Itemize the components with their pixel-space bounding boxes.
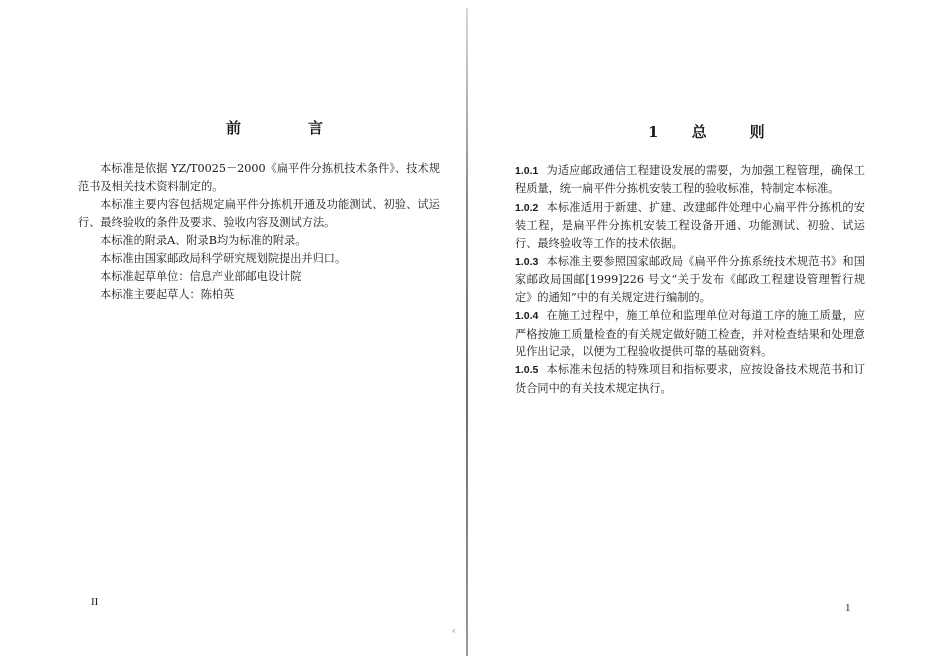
preface-paragraph: 本标准起草单位：信息产业部邮电设计院	[100, 270, 302, 283]
clause-number: 1.0.4	[515, 310, 539, 323]
preface-paragraph: 本标准由国家邮政局科学研究规划院提出并归口。	[100, 252, 347, 265]
preface-paragraph: 本标准主要内容包括规定扁平件分拣机开通及功能测试、初验、试运行、最终验收的条件及要求、验收内容及测试方法。	[78, 198, 440, 229]
preface-heading: 前 言	[226, 119, 350, 137]
clause	[515, 199, 865, 252]
preface-body	[78, 160, 440, 304]
left-page	[0, 0, 466, 662]
clause-number: 1.0.3	[515, 256, 539, 269]
left-page-number: II	[91, 596, 99, 608]
clause	[515, 361, 865, 397]
clause-text: 本标准适用于新建、扩建、改建邮件处理中心扁平件分拣机的安装工程，是扁平件分拣机安装工程设备开通、功能测试、初验、试运行、最终验收等工作的技术依据。	[515, 200, 865, 250]
clause-number: 1.0.5	[515, 364, 539, 377]
right-page	[470, 0, 936, 662]
gutter-mark: ‹	[452, 626, 456, 637]
preface-paragraph: 本标准的附录A、附录B均为标准的附录。	[100, 234, 307, 247]
clause-text: 本标准主要参照国家邮政局《扁平件分拣系统技术规范书》和国家邮政局国邮[1999]226 号文“关于发布《邮政工程建设管理暂行规定》的通知”中的有关规定进行编制的。	[515, 255, 865, 304]
clause-text: 在施工过程中，施工单位和监理单位对每道工序的施工质量，应严格按施工质量检查的有关规定做好随工检查，并对检查结果和处理意见作出记录，以便为工程验收提供可靠的基础资料。	[515, 309, 865, 359]
general-provisions-heading: 1 总 则	[648, 123, 779, 141]
clause	[515, 253, 865, 306]
right-page-number: 1	[845, 602, 851, 614]
clauses-body	[515, 162, 865, 398]
spine-gutter	[466, 8, 468, 656]
clause	[515, 162, 865, 198]
preface-paragraph: 本标准主要起草人：陈柏英	[100, 288, 235, 301]
clause-text: 本标准未包括的特殊项目和指标要求，应按设备技术规范书和订货合同中的有关技术规定执行。	[515, 363, 865, 395]
clause	[515, 307, 865, 360]
clause-number: 1.0.2	[515, 201, 539, 214]
clause-number: 1.0.1	[515, 165, 539, 177]
preface-paragraph: 本标准是依据 YZ/T0025－2000《扁平件分拣机技术条件》、技术规范书及相关技术资料制定的。	[78, 162, 440, 193]
clause-text: 为适应邮政通信工程建设发展的需要，为加强工程管理，确保工程质量，统一扁平件分拣机安装工程的验收标准，特制定本标准。	[515, 164, 865, 196]
